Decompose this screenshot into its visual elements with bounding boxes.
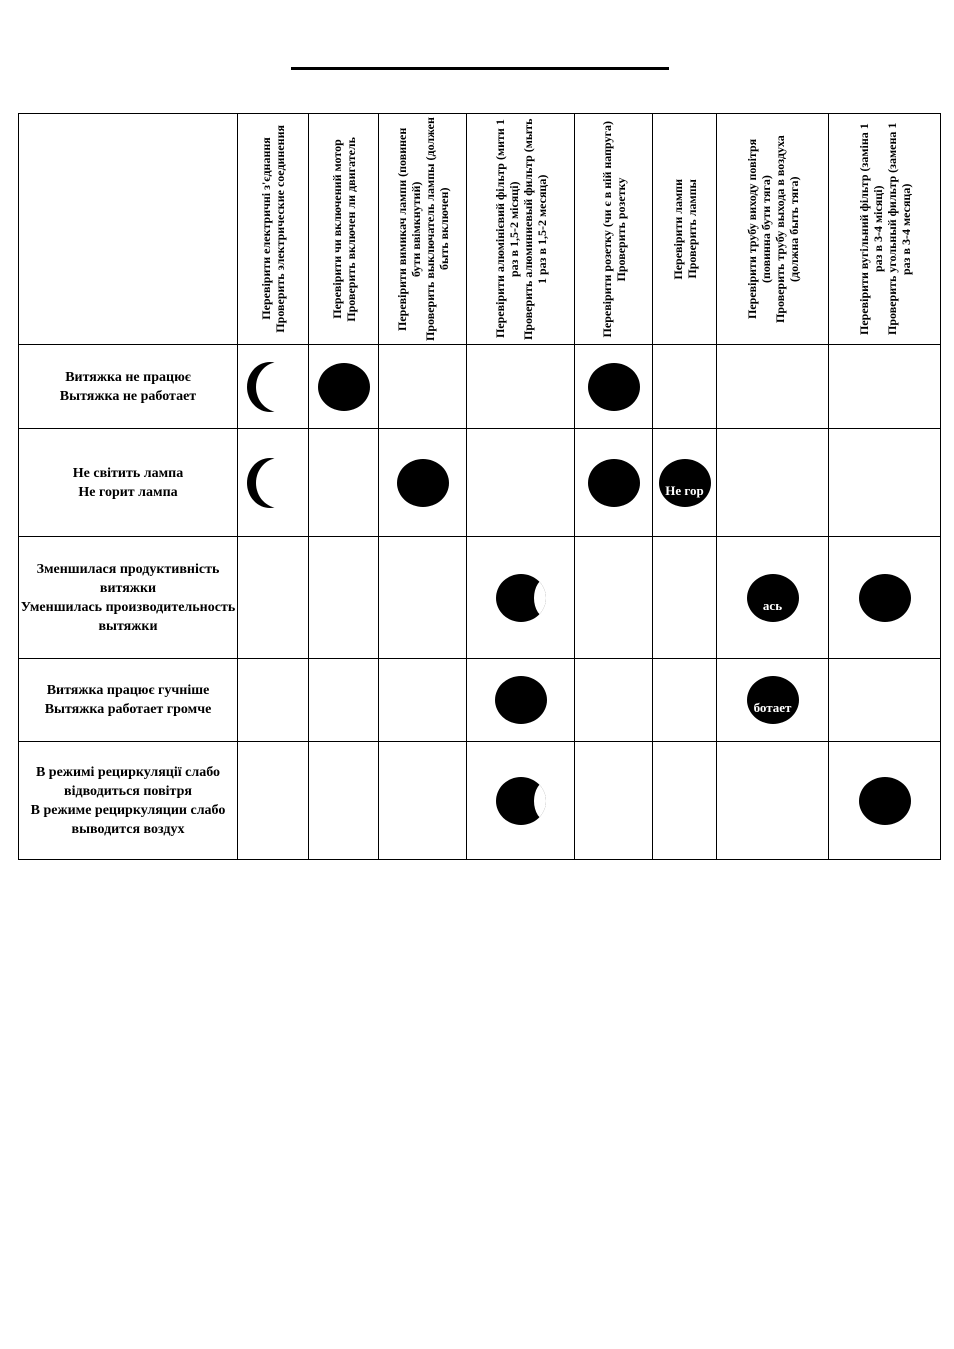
- header-check-exhaust-pipe: [717, 114, 829, 345]
- check-cell: [653, 659, 717, 742]
- marker-overlay-text: ботает: [753, 700, 792, 715]
- partial-circle-marker-icon: [496, 777, 546, 825]
- check-cell: [238, 537, 309, 659]
- problem-label: Витяжка працює гучніше Вытяжка работает громче: [19, 659, 238, 742]
- check-cell: [309, 345, 379, 429]
- filled-circle-marker-icon: [397, 459, 449, 507]
- check-cell: [575, 345, 653, 429]
- filled-circle-marker-icon: [859, 777, 911, 825]
- header-check-electrical: [238, 114, 309, 345]
- problem-label: В режимі рециркуляції слабо відводиться повітря В режиме рециркуляции слабо выводится воздух: [19, 742, 238, 860]
- title-underline: [291, 67, 669, 70]
- check-cell: [309, 537, 379, 659]
- marker-overlay-text: ась: [762, 597, 783, 613]
- filled-circle-marker-icon: [318, 363, 370, 411]
- check-cell: [238, 659, 309, 742]
- table-row: [19, 537, 941, 659]
- table-row: [19, 429, 941, 537]
- header-corner: [19, 114, 238, 345]
- column-label: Перевірити алюмінієвий фільтр (мити 1 раз в 1,5-2 місяці) Проверить алюминиевый фильтр (мыть 1 раз в 1,5-2 месяца): [492, 118, 549, 340]
- check-cell: [309, 742, 379, 860]
- filled-circle-marker-icon: [588, 363, 640, 411]
- check-cell: [467, 742, 575, 860]
- header-check-lamp-switch: [379, 114, 467, 345]
- check-cell: [717, 659, 829, 742]
- check-cell: [238, 345, 309, 429]
- marker-overlay-text: Не гор: [665, 482, 704, 498]
- check-cell: [309, 429, 379, 537]
- check-cell: [575, 537, 653, 659]
- check-cell: [575, 429, 653, 537]
- filled-circle-marker-icon: [859, 574, 911, 622]
- check-cell: [467, 345, 575, 429]
- check-cell: [653, 429, 717, 537]
- check-cell: [379, 537, 467, 659]
- header-check-motor: [309, 114, 379, 345]
- header-check-aluminium-filter: [467, 114, 575, 345]
- column-label: Перевірити електричні з'єднання Проверить электрические соединения: [259, 125, 287, 333]
- table-row: [19, 345, 941, 429]
- check-cell: [379, 429, 467, 537]
- check-cell: [238, 742, 309, 860]
- check-cell: [829, 659, 941, 742]
- filled-circle-marker-icon: [747, 676, 799, 724]
- troubleshooting-table: [18, 113, 941, 860]
- header-check-carbon-filter: [829, 114, 941, 345]
- check-cell: [238, 429, 309, 537]
- crescent-marker-icon: [256, 458, 302, 508]
- check-cell: [829, 537, 941, 659]
- check-cell: [717, 345, 829, 429]
- check-cell: [829, 429, 941, 537]
- column-label: Перевірити лампи Проверить лампы: [670, 178, 699, 280]
- crescent-marker-icon: [256, 362, 302, 412]
- column-label: Перевірити чи включений мотор Проверить включен ли двигатель: [329, 136, 358, 322]
- check-cell: [467, 537, 575, 659]
- check-cell: [717, 429, 829, 537]
- header-check-lamps: [653, 114, 717, 345]
- check-cell: [467, 429, 575, 537]
- problem-label: Не світить лампа Не горит лампа: [19, 429, 238, 537]
- problem-label: Зменшилася продуктивність витяжки Уменшилась производительность вытяжки: [19, 537, 238, 659]
- check-cell: [575, 659, 653, 742]
- column-label: Перевірити трубу виходу повітря (повинна бути тяга) Проверить трубу выхода в воздуха (должна быть тяга): [744, 135, 801, 323]
- header-row: [19, 114, 941, 345]
- problem-label: Витяжка не працює Вытяжка не работает: [19, 345, 238, 429]
- table-body: [19, 345, 941, 860]
- check-cell: [653, 742, 717, 860]
- check-cell: [717, 742, 829, 860]
- partial-circle-marker-icon: [496, 574, 546, 622]
- check-cell: [379, 659, 467, 742]
- check-cell: [653, 537, 717, 659]
- filled-circle-marker-icon: [747, 574, 799, 622]
- check-cell: [653, 345, 717, 429]
- check-cell: [309, 659, 379, 742]
- header-check-socket: [575, 114, 653, 345]
- column-label: Перевірити вугільний фільтр (заміна 1 раз в 3-4 місяці) Проверить угольный фильтр (замена 1 раз в 3-4 месяца): [856, 122, 913, 336]
- check-cell: [717, 537, 829, 659]
- filled-circle-marker-icon: [495, 676, 547, 724]
- table-row: [19, 742, 941, 860]
- column-label: Перевірити розетку (чи є в ній напруга) Проверить розетку: [599, 120, 628, 338]
- check-cell: [379, 742, 467, 860]
- table-row: [19, 659, 941, 742]
- check-cell: [575, 742, 653, 860]
- check-cell: [829, 345, 941, 429]
- column-label: Перевірити вимикач лампи (повинен бути ввімкнутий) Проверить выключатель лампы (должен быть включен): [394, 117, 451, 341]
- check-cell: [829, 742, 941, 860]
- filled-circle-marker-icon: [588, 459, 640, 507]
- check-cell: [467, 659, 575, 742]
- filled-circle-marker-icon: [659, 459, 711, 507]
- check-cell: [379, 345, 467, 429]
